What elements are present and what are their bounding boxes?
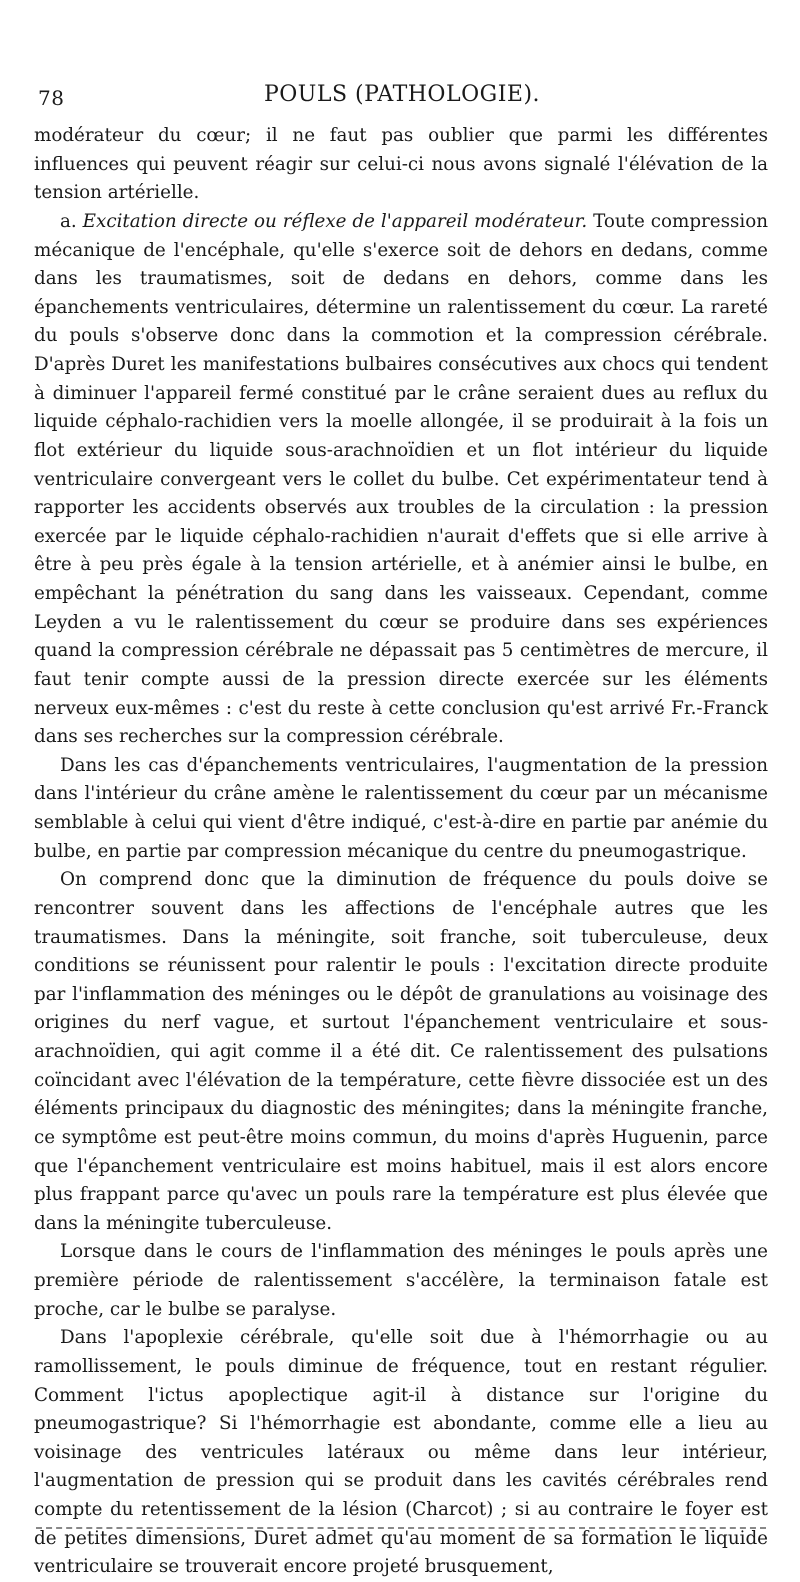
- paragraph-2-text: Toute compression mécanique de l'encéphale, qu'elle s'exerce soit de dehors en dedans, comme dans les traumatismes, soit de dedans en dehors, comme dans les épanchements ventriculaires, détermine un ralentissement du cœur. La rareté du pouls s'observe donc dans la commotion et la compression cérébrale. D'après Duret les manifestations bulbaires consécutives aux chocs qui tendent à diminuer l'appareil fermé constitué par le crâne seraient dues au reflux du liquide céphalo-rachidien vers la moelle allongée, il se produirait à la fois un flot extérieur du liquide sous-arachnoïdien et un flot intérieur du liquide ventriculaire convergeant vers le collet du bulbe. Cet expérimentateur tend à rapporter les accidents observés aux troubles de la circulation : la pression exercée par le liquide céphalo-rachidien n'aurait d'effets que si elle arrive à être à peu près égale à la tension artérielle, et à anémier ainsi le bulbe, en empêchant la pénétration du sang dans les vaisseaux. Cependant, comme Leyden a vu le ralentissement du cœur se produire dans ses expériences quand la compression cérébrale ne dépassait pas 5 centimètres de mercure, il faut tenir compte aussi de la pression directe exercée sur les éléments nerveux eux-mêmes : c'est du reste à cette conclusion qu'est arrivé Fr.-Franck dans ses recherches sur la compression cérébrale.: [34, 210, 768, 748]
- paragraph-2: [34, 208, 768, 752]
- paragraph-6: Dans l'apoplexie cérébrale, qu'elle soit due à l'hémorrhagie ou au ramollissement, le pouls diminue de fréquence, tout en restant régulier. Comment l'ictus apoplectique agit-il à distance sur l'origine du pneumogastrique? Si l'hémorrhagie est abondante, comme elle a lieu au voisinage des ventricules latéraux ou même dans leur intérieur, l'augmentation de pression qui se produit dans les cavités cérébrales rend compte du retentissement de la lésion (Charcot) ; si au contraire le foyer est de petites dimensions, Duret admet qu'au moment de sa formation le liquide ventriculaire se trouverait encore projeté brusquement,: [34, 1327, 768, 1578]
- paragraph-5: Lorsque dans le cours de l'inflammation des méninges le pouls après une première période de ralentissement s'accélère, la terminaison fatale est proche, car le bulbe se paralyse.: [34, 1241, 768, 1320]
- paragraph-1: modérateur du cœur; il ne faut pas oublier que parmi les différentes influences qui peuvent réagir sur celui-ci nous avons signalé l'élévation de la tension artérielle.: [34, 125, 768, 204]
- page-header: [38, 82, 766, 116]
- running-head: POULS (PATHOLOGIE).: [263, 82, 541, 107]
- body-text: [34, 122, 768, 1582]
- paragraph-3: Dans les cas d'épanchements ventriculaires, l'augmentation de la pression dans l'intérieur du crâne amène le ralentissement du cœur par un mécanisme semblable à celui qui vient d'être indiqué, c'est-à-dire en partie par anémie du bulbe, en partie par compression mécanique du centre du pneumogastrique.: [34, 754, 768, 862]
- bottom-dashed-rule: [36, 1527, 766, 1529]
- page-number: 78: [38, 86, 65, 110]
- section-label: a.: [60, 210, 77, 232]
- paragraph-4: On comprend donc que la diminution de fréquence du pouls doive se rencontrer souvent dans les affections de l'encéphale autres que les traumatismes. Dans la méningite, soit franche, soit tuberculeuse, deux conditions se réunissent pour ralentir le pouls : l'excitation directe produite par l'inflammation des méninges ou le dépôt de granulations au voisinage des origines du nerf vague, et surtout l'épanchement ventriculaire et sous-arachnoïdien, qui agit comme il a été dit. Ce ralentissement des pulsations coïncidant avec l'élévation de la température, cette fièvre dissociée est un des éléments principaux du diagnostic des méningites; dans la méningite franche, ce symptôme est peut-être moins commun, du moins d'après Huguenin, parce que l'épanchement ventriculaire est moins habituel, mais il est alors encore plus frappant parce qu'avec un pouls rare la température est plus élevée que dans la méningite tuberculeuse.: [34, 869, 768, 1234]
- section-title: Excitation directe ou réflexe de l'appareil modérateur.: [82, 210, 588, 232]
